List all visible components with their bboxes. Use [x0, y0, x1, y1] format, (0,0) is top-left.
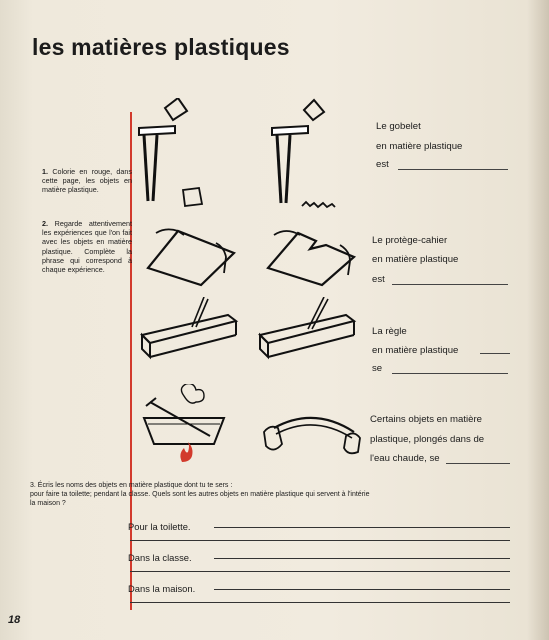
question-3 — [30, 481, 510, 508]
answer-label-classe: Dans la classe. — [128, 552, 192, 563]
row2-line3: est — [372, 274, 385, 285]
row3-line2: en matière plastique — [372, 345, 459, 356]
row4-answer-line[interactable] — [446, 463, 510, 464]
hands-folder-icon — [266, 223, 361, 288]
answer-line-maison-1[interactable] — [214, 589, 510, 590]
instruction-1-text: Colorie en rouge, dans cette page, les objets en matière plastique. — [42, 167, 132, 195]
hot-water-basin-icon — [140, 384, 230, 469]
cup-before-illustration — [135, 98, 205, 213]
row4-line1: Certains objets en matière — [370, 414, 482, 425]
row1-line3: est — [376, 159, 389, 170]
instruction-2 — [42, 219, 132, 274]
question-3-line2: pour faire ta toilette; pendant la classe. Quels sont les autres objets en matière plastique qui servent à l'intérie — [30, 491, 370, 498]
answer-label-maison: Dans la maison. — [128, 583, 196, 594]
row2-line1: Le protège-cahier — [372, 235, 448, 246]
answer-line-classe-2[interactable] — [130, 571, 510, 572]
knife-ruler-icon — [258, 297, 358, 362]
instruction-1 — [42, 167, 132, 195]
row1-line1: Le gobelet — [376, 121, 421, 132]
row2-line2: en matière plastique — [372, 254, 459, 265]
page-number: 18 — [8, 614, 21, 626]
cup-drop-icon — [268, 98, 348, 213]
row2-answer-line[interactable] — [392, 284, 508, 285]
answer-line-toilette-1[interactable] — [214, 527, 510, 528]
row3-continuation-line — [480, 353, 510, 354]
answer-line-classe-1[interactable] — [214, 558, 510, 559]
page-title: les matières plastiques — [32, 34, 290, 60]
instruction-2-text: Regarde attentivement les expériences que l'on fait avec les objets en matière plastique. Complète la phrase qui correspond à chaque expérience. — [42, 219, 132, 275]
row3-line3: se — [372, 363, 383, 374]
folder-hands-illustration — [146, 223, 236, 288]
row4-line2: plastique, plongés dans de — [370, 434, 485, 445]
instruction-1-number: 1. — [42, 167, 48, 176]
question-3-line1: 3. Écris les noms des objets en matière plastique dont tu te sers : — [30, 482, 233, 489]
row4-line3: l'eau chaude, se — [370, 453, 440, 464]
row3-line1: La règle — [372, 326, 407, 337]
answer-label-toilette: Pour la toilette. — [128, 521, 191, 532]
row3-answer-line[interactable] — [392, 373, 508, 374]
ruler-knife-illustration — [140, 297, 240, 362]
row1-line2: en matière plastique — [376, 141, 463, 152]
answer-line-toilette-2[interactable] — [130, 540, 510, 541]
instruction-2-number: 2. — [42, 219, 48, 228]
row1-answer-line[interactable] — [398, 169, 508, 170]
question-3-line3: la maison ? — [30, 500, 66, 507]
bent-object-illustration — [262, 404, 362, 459]
answer-line-maison-2[interactable] — [130, 602, 510, 603]
page-edge-shadow — [527, 0, 549, 640]
